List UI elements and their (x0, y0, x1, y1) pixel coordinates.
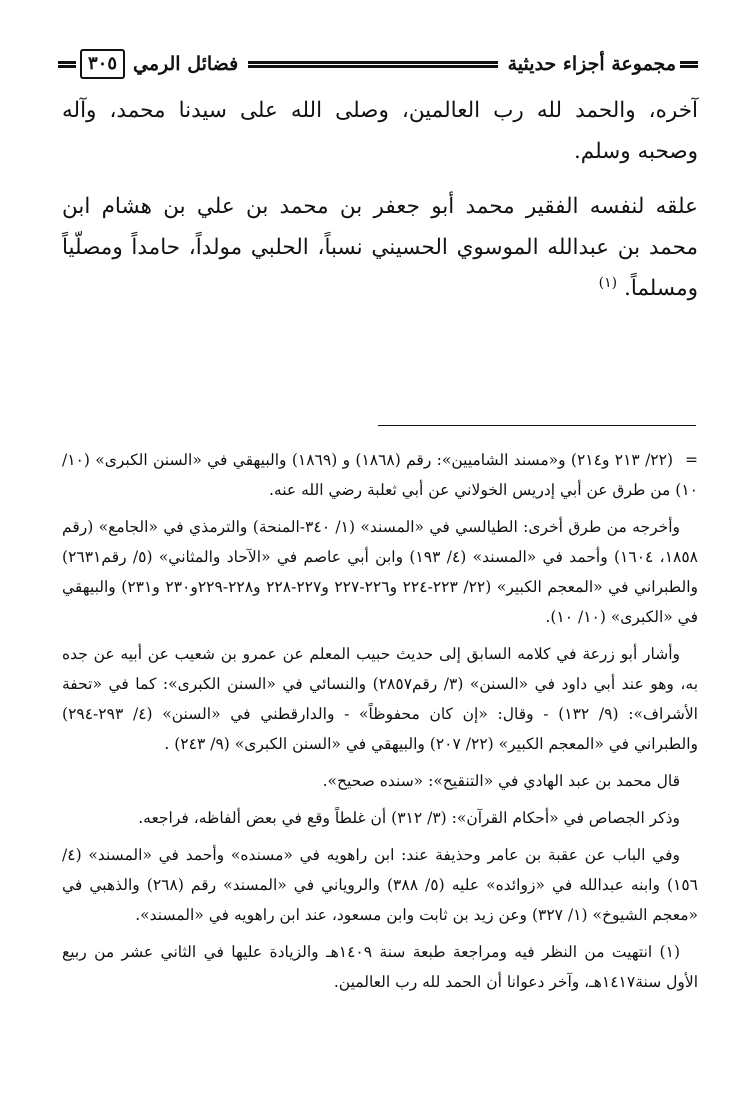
footnote-paragraph: وأشار أبو زرعة في كلامه السابق إلى حديث حبيب المعلم عن عمرو بن شعيب عن أبيه عن جده به، وهو عند أبي داود في «السنن» (٣/ رقم٢٨٥٧) والنسائي في «السنن الكبرى»: كما في «تحفة الأشراف»: (٩/ ١٣٢) - وقال: «إن كان محفوظاً» - والدارقطني في «السنن» (٤/ ٢٩٣-٢٩٤) والطبراني في «المعجم الكبير» (٢٢/ ٢٠٧) والبيهقي في «السنن الكبرى» (٩/ ٢٤٣) . (62, 645, 699, 753)
colophon-text: علقه لنفسه الفقير محمد أبو جعفر بن محمد بن علي بن هشام ابن محمد بن عبدالله الموسوي الحسيني نسباً، الحلبي مولداً، حامداً ومصلّياً ومسلماً. (62, 194, 698, 301)
footnote-paragraph: وأخرجه من طرق أخرى: الطيالسي في «المسند» (١/ ٣٤٠-المنحة) والترمذي في «الجامع» (رقم ١٨٥٨، ١٦٠٤) وأحمد في «المسند» (٤/ ١٩٣) وابن أبي عاصم في «الآحاد والمثاني» (٥/ رقم٢٦٣١) والطبراني في «المعجم الكبير» (٢٢/ ٢٢٣-٢٢٤ و٢٢٦-٢٢٧ و٢٢٧-٢٢٨ و٢٢٨-٢٢٩و٢٣٠ و٢٣١) والبيهقي في «الكبرى» (١٠/ ١٠). (62, 518, 699, 626)
main-text (62, 90, 698, 309)
footnote-paragraph: وفي الباب عن عقبة بن عامر وحذيفة عند: ابن راهويه في «مسنده» وأحمد في «المسند» (٤/ ١٥٦) وابنه عبدالله في «زوائده» عليه (٥/ ٣٨٨) والروياني في «المسند» رقم (٢٦٨) والذهبي في «معجم الشيوخ» (١/ ٣٢٧) وعن زيد بن ثابت وابن مسعود، عند ابن راهويه في «المسند». (62, 846, 699, 924)
header-rule-right (680, 61, 698, 68)
footnotes (62, 445, 698, 1004)
footnote-paragraph: قال محمد بن عبد الهادي في «التنقيح»: «سنده صحيح». (322, 772, 680, 790)
page-number: ٣٠٥ (80, 49, 125, 79)
footnote-separator (378, 425, 696, 426)
footnote-paragraph: وذكر الجصاص في «أحكام القرآن»: (٣/ ٣١٢) أن غلطاً وقع في بعض ألفاظه، فراجعه. (138, 809, 680, 827)
main-paragraph: آخره، والحمد لله رب العالمين، وصلى الله على سيدنا محمد، وآله وصحبه وسلم. (62, 98, 698, 164)
footnote-continuation (62, 445, 698, 505)
header-rule-left (58, 61, 76, 68)
book-title: فضائل الرمي (133, 53, 239, 75)
continuation-mark: = (685, 451, 699, 469)
colophon-paragraph (62, 186, 698, 309)
footnote-continuation-text: (٢٢/ ٢١٣ و٢١٤) و«مسند الشاميين»: رقم (١٨٦٨) و (١٨٦٩) والبيهقي في «السنن الكبرى» (١٠/ ١٠) من طرق عن أبي إدريس الخولاني عن أبي ثعلبة رضي الله عنه. (62, 451, 698, 499)
footnote-1: (١) انتهيت من النظر فيه ومراجعة طبعة سنة ١٤٠٩هـ والزيادة عليها في الثاني عشر من ربيع الأول سنة١٤١٧هـ، وآخر دعوانا أن الحمد لله رب العالمين. (62, 943, 698, 991)
header-rule-middle (248, 61, 497, 68)
collection-title: مجموعة أجزاء حديثية (507, 53, 676, 75)
footnote-reference: (١) (598, 274, 618, 291)
running-header (58, 46, 698, 82)
